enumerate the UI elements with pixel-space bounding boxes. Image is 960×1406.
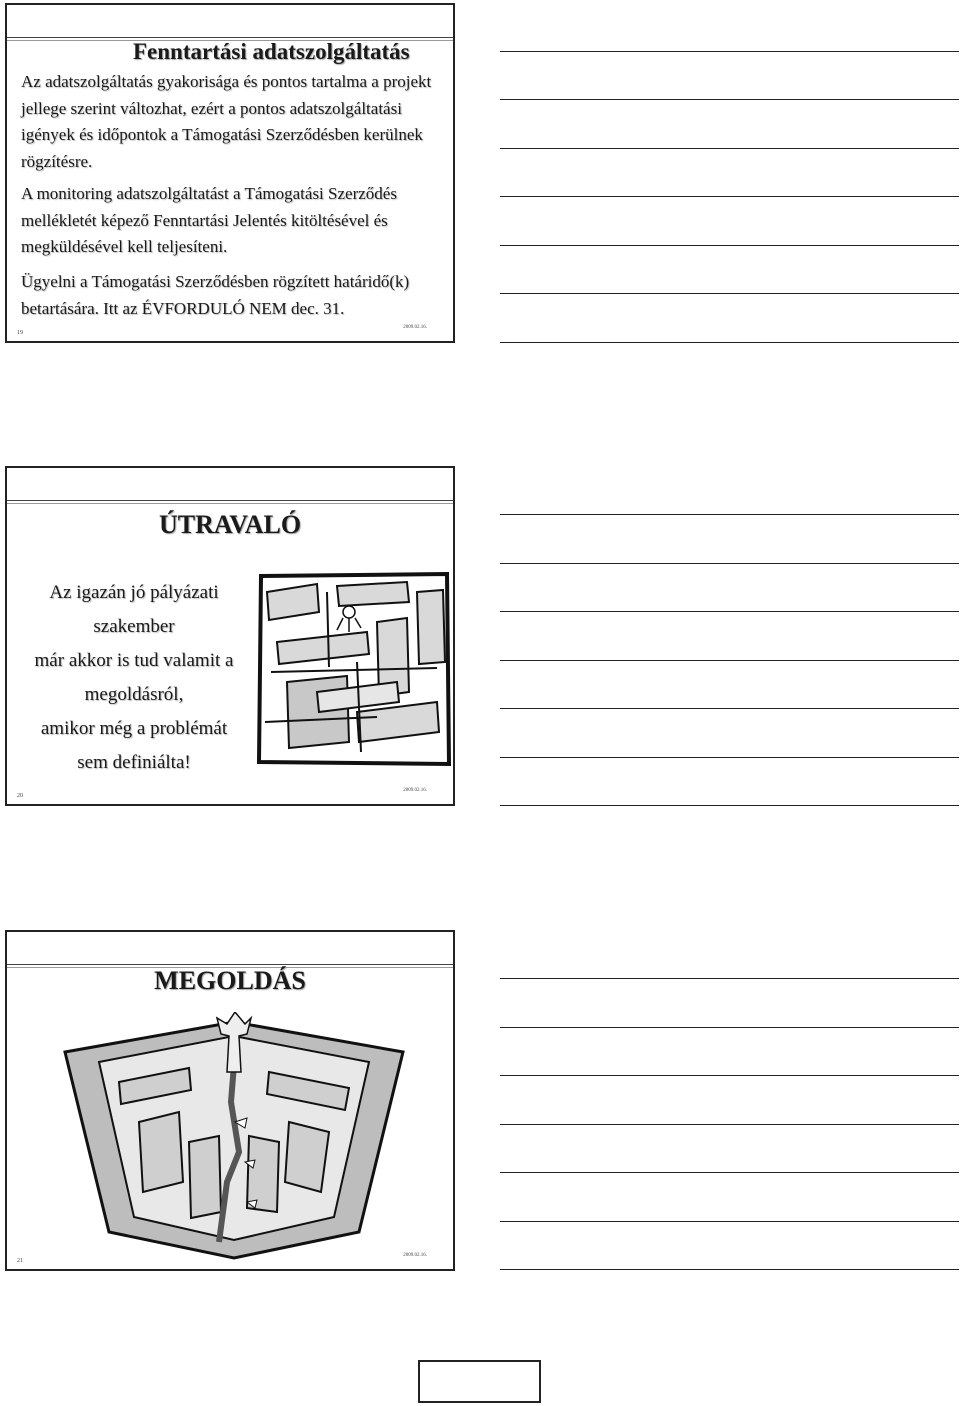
note-line (500, 1124, 959, 1125)
slide-date: 2009.02.16. (403, 325, 427, 330)
slide-header-rule (7, 500, 453, 501)
quote-line: sem definiálta! (77, 752, 191, 773)
note-line (500, 1075, 959, 1076)
slide-header-rule (7, 964, 453, 965)
slide-header-rule (7, 503, 453, 504)
note-line (500, 1221, 959, 1222)
quote-line: megoldásról, (84, 684, 184, 705)
slide-21 (5, 930, 455, 1271)
slide-20 (5, 466, 455, 806)
page-number-box (418, 1360, 541, 1403)
note-line (500, 978, 959, 979)
quote-line: már akkor is tud valamit a (34, 650, 234, 671)
quote-line: Az igazán jó pályázati (49, 582, 219, 603)
slide-number: 20 (17, 793, 23, 799)
notes-area-3 (500, 0, 959, 1280)
slide-paragraph: Az adatszolgáltatás gyakorisága és pontos tartalma a projekt jellege szerint változhat, ezért a pontos adatszolgáltatási igények és időpontok a Támogatási Szerződésben kerülnek rögzítésre. (21, 72, 432, 171)
slide-title: ÚTRAVALÓ (158, 510, 302, 539)
maze-illustration (257, 572, 453, 768)
slide-header-rule (7, 37, 453, 38)
slide-paragraph: A monitoring adatszolgáltatást a Támogatási Szerződés mellékletét képező Fenntartási Jelentés kitöltésével és megküldésével kell teljesíteni. (21, 184, 397, 256)
solution-maze-illustration (59, 1012, 409, 1262)
slide-title: MEGOLDÁS (154, 966, 306, 995)
quote-block (9, 576, 259, 780)
quote-line: amikor még a problémát (40, 718, 228, 739)
slide-paragraph: Ügyelni a Támogatási Szerződésben rögzített határidő(k) betartására. Itt az ÉVFORDULÓ NEM dec. 31. (21, 272, 410, 318)
quote-line: szakember (93, 616, 175, 637)
slide-title: Fenntartási adatszolgáltatás (133, 39, 410, 64)
note-line (500, 1027, 959, 1028)
note-line (500, 1269, 959, 1270)
slide-date: 2009.02.16. (403, 788, 427, 793)
slide-number: 21 (17, 1258, 23, 1264)
note-line (500, 1172, 959, 1173)
slide-date: 2009.02.16. (403, 1253, 427, 1258)
slide-19 (5, 3, 455, 343)
slide-number: 19 (17, 330, 23, 336)
